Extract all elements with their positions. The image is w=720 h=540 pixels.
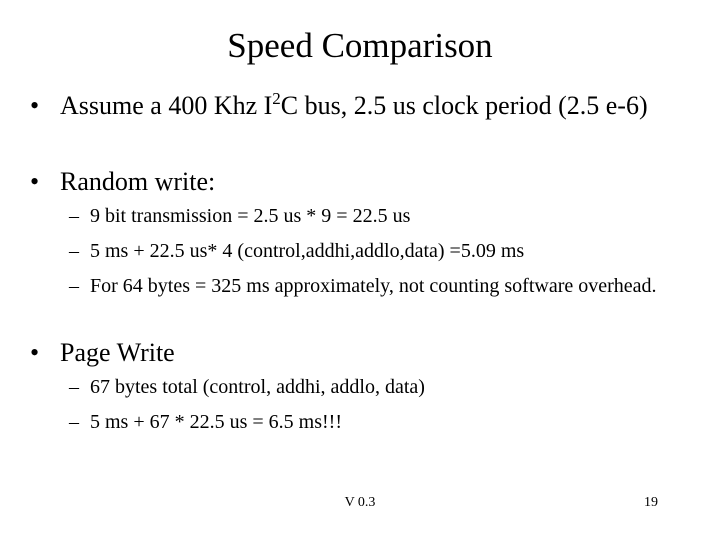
sub-bullet-text: 5 ms + 67 * 22.5 us = 6.5 ms!!! xyxy=(90,411,343,433)
bullet-page-write xyxy=(30,337,690,368)
bullet-assume-bus xyxy=(30,90,690,121)
bullet-text-post: C bus, 2.5 us clock period (2.5 e-6) xyxy=(280,91,648,120)
footer-page-number: 19 xyxy=(644,495,658,510)
bullet-marker: • xyxy=(30,167,40,196)
bullet-random-write xyxy=(30,166,690,197)
slide-title: Speed Comparison xyxy=(227,26,493,65)
sub-bullet-text: 67 bytes total (control, addhi, addlo, data) xyxy=(90,376,425,398)
sub-bullet-random-write-time xyxy=(69,238,689,265)
sub-bullet-marker: – xyxy=(69,275,79,297)
bullet-marker: • xyxy=(30,91,40,120)
bullet-text-pre: Assume a 400 Khz I xyxy=(60,91,273,120)
sub-bullet-marker: – xyxy=(69,411,79,433)
bullet-text xyxy=(30,90,690,121)
sub-bullet-page-write-time xyxy=(69,409,689,436)
sub-bullet-67-bytes xyxy=(69,374,689,401)
sub-bullet-text: 5 ms + 22.5 us* 4 (control,addhi,addlo,data) =5.09 ms xyxy=(90,240,525,262)
sub-bullet-marker: – xyxy=(69,240,79,262)
bullet-text: Page Write xyxy=(60,338,175,367)
sub-bullet-transmission xyxy=(69,203,689,230)
sub-bullet-text: 9 bit transmission = 2.5 us * 9 = 22.5 us xyxy=(90,205,411,227)
superscript-2: 2 xyxy=(272,89,281,108)
sub-bullet-64-bytes xyxy=(69,273,689,300)
footer-version: V 0.3 xyxy=(344,495,376,510)
sub-bullet-marker: – xyxy=(69,205,79,227)
bullet-marker: • xyxy=(30,338,40,367)
sub-bullet-marker: – xyxy=(69,376,79,398)
sub-bullet-text: For 64 bytes = 325 ms approximately, not counting software overhead. xyxy=(90,275,657,297)
bullet-text: Random write: xyxy=(60,167,216,196)
